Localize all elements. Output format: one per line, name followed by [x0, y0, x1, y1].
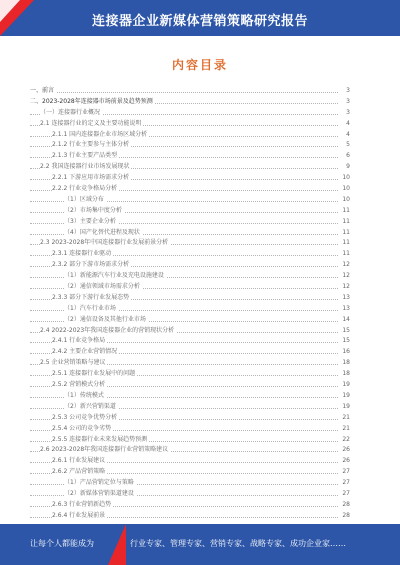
toc-entry[interactable]: [30, 369, 350, 380]
toc-entry-page: 18: [338, 369, 350, 380]
toc-entry-page: 19: [338, 391, 350, 402]
toc-entry[interactable]: [30, 413, 350, 424]
toc-entry-page: 12: [338, 260, 350, 271]
toc-entry-text: 2.5.4 公司的竞争劣势: [52, 424, 113, 435]
toc-entry-page: 4: [338, 119, 350, 130]
toc-entry-page: 10: [338, 184, 350, 195]
toc-entry[interactable]: [30, 228, 350, 239]
toc-entry-page: 27: [338, 489, 350, 500]
toc-entry-text: 2.6.2 产品营销策略: [52, 467, 107, 478]
toc-entry-text: 2.5 企业营销策略与建议: [40, 358, 107, 369]
toc-entry[interactable]: [30, 500, 350, 511]
toc-entry-text: （2）市场集中度分析: [64, 206, 124, 217]
toc-entry-text: （1）传统模式: [64, 391, 106, 402]
toc-entry-page: 13: [338, 304, 350, 315]
toc-entry-text: （2）新媒体营销渠道建设: [64, 489, 136, 500]
toc-entry-page: 12: [338, 282, 350, 293]
toc-entry-text: （1）产品营销定位与策略: [64, 478, 136, 489]
toc-entry[interactable]: [30, 445, 350, 456]
toc-entry[interactable]: [30, 260, 350, 271]
report-header: [0, 0, 400, 36]
toc-entry[interactable]: [30, 402, 350, 413]
toc-entry-text: （4）国产化替代进程及现状: [64, 228, 142, 239]
toc-entry[interactable]: [30, 282, 350, 293]
toc-entry[interactable]: [30, 249, 350, 260]
toc-entry[interactable]: [30, 108, 350, 119]
report-footer: [0, 524, 400, 565]
toc-entry[interactable]: [30, 238, 350, 249]
toc-entry-text: （2）新兴营销渠道: [64, 402, 118, 413]
toc-entry[interactable]: [30, 424, 350, 435]
toc-entry-page: 28: [338, 500, 350, 511]
toc-entry[interactable]: [30, 206, 350, 217]
toc-entry[interactable]: [30, 326, 350, 337]
toc-entry-page: 22: [338, 435, 350, 446]
toc-entry[interactable]: [30, 391, 350, 402]
toc-entry-text: 2.3 2023-2028年中国连接器行业发展前景分析: [40, 238, 170, 249]
toc-entry-page: 3: [338, 86, 350, 97]
toc-entry-text: 2.3.1 连接器行业驱动: [52, 249, 113, 260]
toc-entry[interactable]: [30, 489, 350, 500]
toc-entry[interactable]: [30, 347, 350, 358]
toc-entry-text: 2.4 2022-2023年我国连接器企业的营销现状分析: [40, 326, 176, 337]
toc-entry-text: 2.5.5 连接器行业未来发展趋势预测: [52, 435, 149, 446]
toc-entry[interactable]: [30, 336, 350, 347]
toc-entry[interactable]: [30, 119, 350, 130]
toc-entry[interactable]: [30, 511, 350, 522]
toc-entry-page: 15: [338, 336, 350, 347]
toc-entry-text: 2.2 我国连接器行业市场发展现状: [40, 162, 131, 173]
toc-entry[interactable]: [30, 162, 350, 173]
toc-entry-page: 27: [338, 467, 350, 478]
toc-entry[interactable]: [30, 151, 350, 162]
toc-entry-page: 16: [338, 347, 350, 358]
toc-entry[interactable]: [30, 380, 350, 391]
toc-entry-page: 27: [338, 478, 350, 489]
toc-entry-page: 3: [338, 97, 350, 108]
table-of-contents: [30, 86, 350, 522]
toc-entry-text: 一、前言: [30, 86, 56, 97]
toc-entry-text: （1）区域分布: [64, 195, 106, 206]
footer-slogan-right: 行业专家、管理专家、营销专家、战略专家、成功企业家……: [130, 539, 346, 548]
toc-entry[interactable]: [30, 173, 350, 184]
toc-entry-page: 11: [338, 206, 350, 217]
toc-entry-page: 10: [338, 173, 350, 184]
toc-entry[interactable]: [30, 304, 350, 315]
toc-entry-page: 4: [338, 130, 350, 141]
toc-entry-text: 2.6.4 行业发展前景: [52, 511, 107, 522]
toc-entry[interactable]: [30, 195, 350, 206]
toc-entry-text: 2.5.1 连接器行业发展中的问题: [52, 369, 137, 380]
toc-entry-text: 2.6.3 行业营销新趋势: [52, 500, 113, 511]
toc-entry-page: 3: [338, 108, 350, 119]
toc-entry-page: 11: [338, 249, 350, 260]
toc-heading: 内容目录: [171, 58, 228, 72]
toc-entry-text: 2.1.1 国内连接器企业市场区域分析: [52, 130, 149, 141]
toc-entry-text: （1）汽车行业市场: [64, 304, 118, 315]
toc-entry-text: 2.3.2 部分下游市场需求分析: [52, 260, 131, 271]
toc-entry-text: （2）通信领域市场需求分析: [64, 282, 142, 293]
toc-entry[interactable]: [30, 97, 350, 108]
toc-entry-page: 28: [338, 511, 350, 522]
toc-entry-text: 2.4.1 行业竞争格局: [52, 336, 107, 347]
toc-entry-page: 11: [338, 228, 350, 239]
toc-entry-text: 2.6 2023-2028年我国连接器行业营销策略建议: [40, 445, 170, 456]
toc-entry[interactable]: [30, 435, 350, 446]
toc-entry-page: 5: [338, 140, 350, 151]
toc-leader-dots: [30, 92, 340, 93]
toc-entry-text: 2.6.1 行业发展建议: [52, 456, 107, 467]
toc-entry-page: 10: [338, 195, 350, 206]
toc-entry-page: 26: [338, 445, 350, 456]
report-title: 连接器企业新媒体营销策略研究报告: [91, 14, 308, 29]
toc-entry[interactable]: [30, 456, 350, 467]
toc-entry-page: 13: [338, 293, 350, 304]
toc-entry-text: 2.2.2 行业竞争格局分析: [52, 184, 119, 195]
toc-entry-page: 15: [338, 326, 350, 337]
toc-entry[interactable]: [30, 315, 350, 326]
toc-entry[interactable]: [30, 271, 350, 282]
toc-entry-page: 9: [338, 162, 350, 173]
toc-entry-page: 19: [338, 380, 350, 391]
toc-entry-text: 二、2023-2028年连接器市场前景及趋势预测: [30, 97, 155, 108]
footer-slogan-left: 让每个人都能成为: [30, 539, 94, 548]
toc-entry-page: 11: [338, 238, 350, 249]
toc-entry-text: 2.3.3 部分下游行业发展态势: [52, 293, 131, 304]
toc-entry[interactable]: [30, 293, 350, 304]
toc-entry[interactable]: [30, 184, 350, 195]
toc-entry-page: 14: [338, 315, 350, 326]
toc-entry-text: （3）主要企业分析: [64, 217, 118, 228]
toc-entry-page: 19: [338, 402, 350, 413]
footer-accent-shape: [108, 524, 126, 565]
toc-entry[interactable]: [30, 467, 350, 478]
toc-entry-page: 21: [338, 424, 350, 435]
toc-entry[interactable]: [30, 478, 350, 489]
toc-entry-page: 26: [338, 456, 350, 467]
toc-entry-text: 2.1 连接器行业的定义及主要功能说明: [40, 119, 143, 130]
toc-entry-text: （1）新能源汽车行业及充电设施建设: [64, 271, 166, 282]
toc-entry-text: 2.1.2 行业主要参与主体分析: [52, 140, 131, 151]
toc-entry[interactable]: [30, 140, 350, 151]
toc-entry-page: 12: [338, 271, 350, 282]
toc-entry-page: 21: [338, 413, 350, 424]
toc-entry-text: 2.5.3 公司竞争优势分析: [52, 413, 119, 424]
toc-entry-text: 2.2.1 下游应用市场需求分析: [52, 173, 131, 184]
toc-entry-page: 11: [338, 217, 350, 228]
toc-entry-page: 18: [338, 358, 350, 369]
toc-entry-page: 6: [338, 151, 350, 162]
toc-entry-text: 2.4.2 主要企业营销情况: [52, 347, 119, 358]
toc-entry-text: （一）连接器行业概况: [40, 108, 102, 119]
toc-entry[interactable]: [30, 358, 350, 369]
toc-entry[interactable]: [30, 217, 350, 228]
toc-entry-text: 2.1.3 行业主要产品类型: [52, 151, 119, 162]
toc-entry-text: （2）通信设备及其他行业市场: [64, 315, 148, 326]
toc-entry-text: 2.5.2 营销模式分析: [52, 380, 107, 391]
toc-entry[interactable]: [30, 130, 350, 141]
toc-entry[interactable]: [30, 86, 350, 97]
